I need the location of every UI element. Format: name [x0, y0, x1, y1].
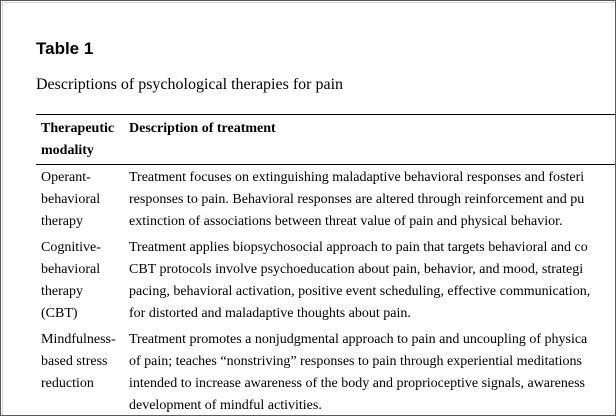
- table-top-rule: [36, 114, 615, 115]
- table-caption: Descriptions of psychological therapies for pain: [36, 76, 344, 93]
- modality-line: Mindfulness-: [41, 332, 116, 347]
- description-line: responses to pain. Behavioral responses are altered through reinforcement and pu: [129, 192, 585, 207]
- description-line: CBT protocols involve psychoeducation about pain, behavior, and mood, strategi: [129, 262, 584, 277]
- modality-line: (CBT): [41, 306, 78, 321]
- description-cell: [124, 165, 615, 236]
- modality-cell: [36, 165, 124, 236]
- modality-line: based stress: [41, 354, 108, 369]
- description-line: Treatment focuses on extinguishing maladaptive behavioral responses and fosteri: [129, 170, 585, 185]
- description-line: pacing, behavioral activation, positive event scheduling, effective communication,: [129, 284, 591, 299]
- modality-line: reduction: [41, 376, 94, 391]
- therapies-table: [36, 116, 615, 415]
- description-line: for distorted and maladaptive thoughts about pain.: [129, 306, 411, 321]
- description-line: intended to increase awareness of the body and proprioceptive signals, awareness: [129, 376, 586, 391]
- table-row: [36, 327, 615, 415]
- modality-line: Operant-: [41, 170, 91, 185]
- modality-line: behavioral: [41, 262, 101, 277]
- table-row: [36, 165, 615, 236]
- modality-line: therapy: [41, 284, 83, 299]
- modality-cell: [36, 327, 124, 415]
- table-label: Table 1: [36, 39, 94, 58]
- description-cell: [124, 235, 615, 327]
- description-line: Treatment applies biopsychosocial approach to pain that targets behavioral and co: [129, 240, 588, 255]
- modality-line: behavioral: [41, 192, 101, 207]
- description-line: extinction of associations between threat value of pain and physical behavior.: [129, 214, 563, 229]
- modality-line: therapy: [41, 214, 83, 229]
- description-cell: [124, 327, 615, 415]
- header-therapeutic-modality: [36, 116, 124, 165]
- description-line: development of mindful activities.: [129, 398, 322, 413]
- table-row: [36, 235, 615, 327]
- description-line: of pain; teaches “nonstriving” responses to pain through experiential meditations: [129, 354, 582, 369]
- header-description: Description of treatment: [129, 121, 276, 136]
- header-modality-line: Therapeutic: [41, 121, 115, 136]
- modality-line: Cognitive-: [41, 240, 101, 255]
- description-line: Treatment promotes a nonjudgmental approach to pain and uncoupling of physica: [129, 332, 588, 347]
- header-modality-line: modality: [41, 143, 94, 158]
- modality-cell: [36, 235, 124, 327]
- table-content-area: [2, 2, 615, 415]
- table-header-row: [36, 116, 615, 165]
